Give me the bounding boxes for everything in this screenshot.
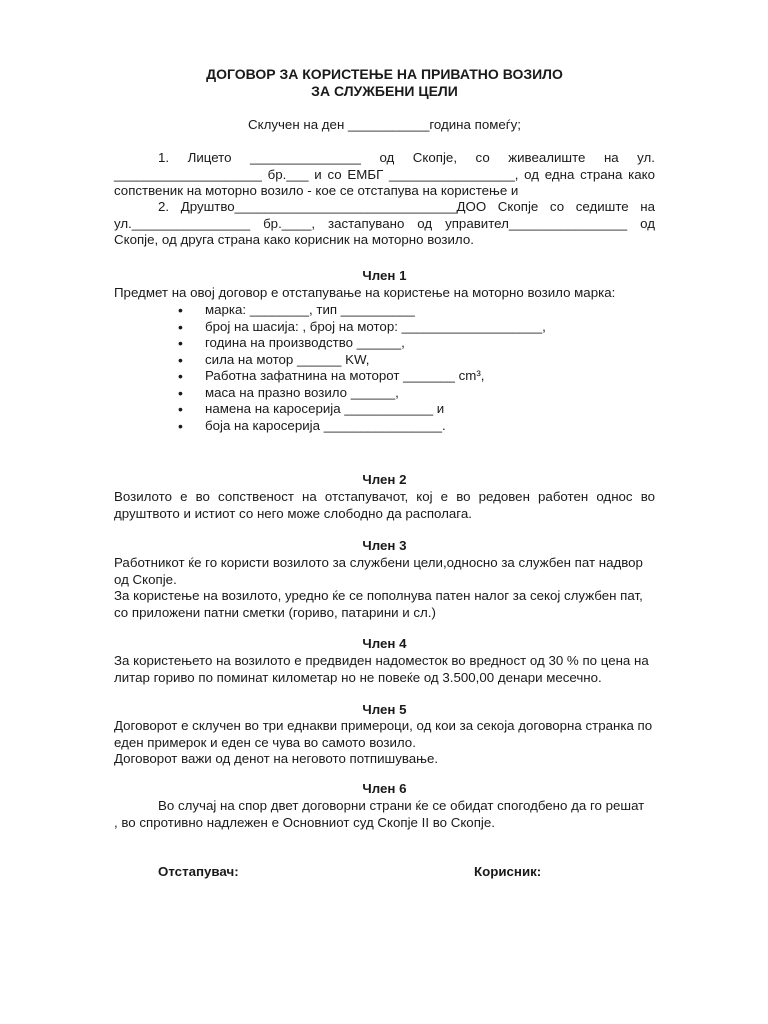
list-item: • маса на празно возило ______, xyxy=(178,385,655,402)
list-item: • боја на каросерија ________________. xyxy=(178,418,655,435)
article-1-heading: Член 1 xyxy=(362,268,407,283)
concluded-line: Склучен на ден ___________година помеѓу; xyxy=(248,117,521,132)
article-4-text: За користењето на возилото е предвиден надоместок во вредност од 30 % по цена на литар гориво по поминат километар но не повеќе од 3.500,00 денари месечно. xyxy=(114,653,649,685)
list-item: • број на шасија: , број на мотор: ___________________, xyxy=(178,319,655,336)
list-item: • намена на каросерија ____________ и xyxy=(178,401,655,418)
article-3-heading: Член 3 xyxy=(362,538,407,553)
article-5-text-2: Договорот важи од денот на неговото потпишување. xyxy=(114,751,439,766)
document-title xyxy=(114,66,655,100)
article-5-heading: Член 5 xyxy=(362,702,407,717)
article-4-heading: Член 4 xyxy=(362,636,407,651)
signature-label-lessor: Отстапувач: xyxy=(158,864,239,879)
article-6-heading: Член 6 xyxy=(362,781,407,796)
article-6-line-1: Во случај на спор двет договорни страни ќе се обидат спогодбено да го решат xyxy=(158,798,645,813)
party-1-paragraph: 1. Лицето _______________ од Скопје, со живеалиште на ул. ____________________ бр.___ и со ЕМБГ _________________, од една страна како сопственик на моторно возило - кое се отстапува на користење и xyxy=(114,150,655,198)
party-2-paragraph: 2. Друштво______________________________ДОО Скопје со седиште на ул.________________ бр.____, застапувано од управител________________ од Скопје, од друга страна како корисник на моторно возило. xyxy=(114,199,655,247)
article-3-text-2: За користење на возилото, уредно ќе се пополнува патен налог за секој службен пат, со приложени патни сметки (гориво, патарини и сл.) xyxy=(114,588,643,620)
list-item: • Работна зафатнина на моторот _______ cm³, xyxy=(178,368,655,385)
article-2-text: Возилото е во сопственост на отстапувачот, кој е во редовен работен однос во друштвото и истиот со него може слободно да располага. xyxy=(114,489,655,521)
title-line-1: ДОГОВОР ЗА КОРИСТЕЊЕ НА ПРИВАТНО ВОЗИЛО xyxy=(206,66,563,82)
vehicle-details-list xyxy=(114,302,655,434)
list-item: • година на производство ______, xyxy=(178,335,655,352)
article-5-text-1: Договорот е склучен во три еднакви примероци, од кои за секоја договорна странка по еден примерок и еден се чува во самото возило. xyxy=(114,718,653,750)
list-item: • марка: ________, тип __________ xyxy=(178,302,655,319)
article-1-intro: Предмет на овој договор е отстапување на користење на моторно возило марка: xyxy=(114,285,616,300)
article-3-text-1: Работникот ќе го користи возилото за службени цели,односно за службен пат надвор од Скопје. xyxy=(114,555,643,587)
list-item: • сила на мотор ______ KW, xyxy=(178,352,655,369)
article-2-heading: Член 2 xyxy=(362,472,407,487)
signature-label-user: Корисник: xyxy=(474,864,542,879)
article-6-line-2: , во спротивно надлежен е Основниот суд Скопје II во Скопје. xyxy=(114,815,495,830)
title-line-2: ЗА СЛУЖБЕНИ ЦЕЛИ xyxy=(311,83,458,99)
